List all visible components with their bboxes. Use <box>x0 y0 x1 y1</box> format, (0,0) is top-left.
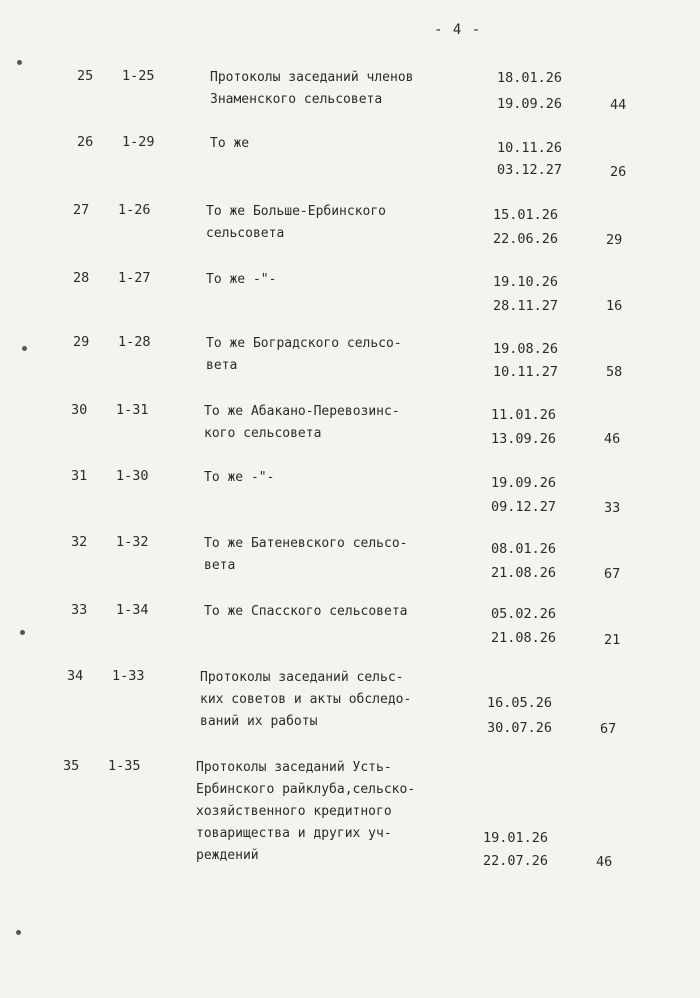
entry-code: 1-28 <box>118 334 151 350</box>
entry-code: 1-29 <box>122 134 155 150</box>
entry-date-start: 08.01.26 <box>491 541 557 557</box>
entry-sheet-count: 46 <box>596 854 613 870</box>
entry-title-line: Протоколы заседаний Усть- <box>196 760 392 775</box>
entry-number: 33 <box>71 602 88 618</box>
entry-date-start: 05.02.26 <box>491 606 557 622</box>
entry-sheet-count: 29 <box>606 232 623 248</box>
entry-number: 29 <box>73 334 90 350</box>
entry-number: 27 <box>73 202 90 218</box>
entry-date-end: 21.08.26 <box>491 565 557 581</box>
entry-code: 1-32 <box>116 534 149 550</box>
entry-date-start: 11.01.26 <box>491 407 557 423</box>
entry-date-start: 18.01.26 <box>497 70 563 86</box>
punch-hole-mark <box>20 630 25 635</box>
entry-number: 34 <box>67 668 84 684</box>
entry-code: 1-30 <box>116 468 149 484</box>
entry-date-end: 22.07.26 <box>483 853 549 869</box>
entry-date-end: 13.09.26 <box>491 431 557 447</box>
entry-code: 1-35 <box>108 758 141 774</box>
entry-date-end: 09.12.27 <box>491 499 557 515</box>
entry-date-start: 15.01.26 <box>493 207 559 223</box>
entry-date-start: 19.01.26 <box>483 830 549 846</box>
entry-sheet-count: 21 <box>604 632 621 648</box>
entry-title-line: сельсовета <box>206 226 285 241</box>
entry-sheet-count: 26 <box>610 164 627 180</box>
entry-sheet-count: 67 <box>600 721 617 737</box>
entry-sheet-count: 46 <box>604 431 621 447</box>
entry-title-line: товарищества и других уч- <box>196 826 392 841</box>
entry-date-end: 03.12.27 <box>497 162 563 178</box>
punch-hole-mark <box>17 60 22 65</box>
entry-title-line: Протоколы заседаний сельс- <box>200 670 404 685</box>
entry-title-line: реждений <box>196 848 259 863</box>
entry-date-end: 10.11.27 <box>493 364 559 380</box>
entry-number: 32 <box>71 534 88 550</box>
entry-title-line: Протоколы заседаний членов <box>210 70 414 85</box>
entry-sheet-count: 16 <box>606 298 623 314</box>
entry-sheet-count: 44 <box>610 97 627 113</box>
entry-title-line: вета <box>204 558 236 573</box>
entry-date-start: 10.11.26 <box>497 140 563 156</box>
entry-code: 1-26 <box>118 202 151 218</box>
entry-title-line: ких советов и акты обследо- <box>200 692 412 707</box>
entry-number: 35 <box>63 758 80 774</box>
entry-date-start: 19.10.26 <box>493 274 559 290</box>
entry-code: 1-25 <box>122 68 155 84</box>
punch-hole-mark <box>22 346 27 351</box>
entry-title-line: хозяйственного кредитного <box>196 804 392 819</box>
entry-date-start: 19.09.26 <box>491 475 557 491</box>
page-number: - 4 - <box>434 22 482 38</box>
entry-sheet-count: 33 <box>604 500 621 516</box>
entry-title-line: То же Абакано-Перевозинс- <box>204 404 400 419</box>
entry-date-end: 19.09.26 <box>497 96 563 112</box>
entry-sheet-count: 67 <box>604 566 621 582</box>
entry-date-end: 22.06.26 <box>493 231 559 247</box>
entry-number: 28 <box>73 270 90 286</box>
entry-number: 31 <box>71 468 88 484</box>
entry-title-line: кого сельсовета <box>204 426 322 441</box>
entry-title-line: То же Батеневского сельсо- <box>204 536 408 551</box>
entry-date-end: 30.07.26 <box>487 720 553 736</box>
entry-code: 1-34 <box>116 602 149 618</box>
entry-date-start: 16.05.26 <box>487 695 553 711</box>
entry-sheet-count: 58 <box>606 364 623 380</box>
entry-code: 1-27 <box>118 270 151 286</box>
entry-number: 25 <box>77 68 94 84</box>
entry-title-line: То же Спасского сельсовета <box>204 604 408 619</box>
entry-date-end: 28.11.27 <box>493 298 559 314</box>
entry-title-line: То же -"- <box>204 470 275 485</box>
entry-title-line: То же <box>210 136 250 151</box>
punch-hole-mark <box>16 930 21 935</box>
entry-title-line: То же Боградского сельсо- <box>206 336 402 351</box>
entry-title-line: Ербинского райклуба,сельско- <box>196 782 416 797</box>
entry-title-line: Знаменского сельсовета <box>210 92 383 107</box>
entry-title-line: ваний их работы <box>200 714 318 729</box>
entry-title-line: То же Больше-Ербинского <box>206 204 387 219</box>
entry-title-line: вета <box>206 358 238 373</box>
entry-title-line: То же -"- <box>206 272 277 287</box>
entry-number: 30 <box>71 402 88 418</box>
entry-number: 26 <box>77 134 94 150</box>
entry-date-start: 19.08.26 <box>493 341 559 357</box>
entry-code: 1-33 <box>112 668 145 684</box>
entry-date-end: 21.08.26 <box>491 630 557 646</box>
entry-code: 1-31 <box>116 402 149 418</box>
